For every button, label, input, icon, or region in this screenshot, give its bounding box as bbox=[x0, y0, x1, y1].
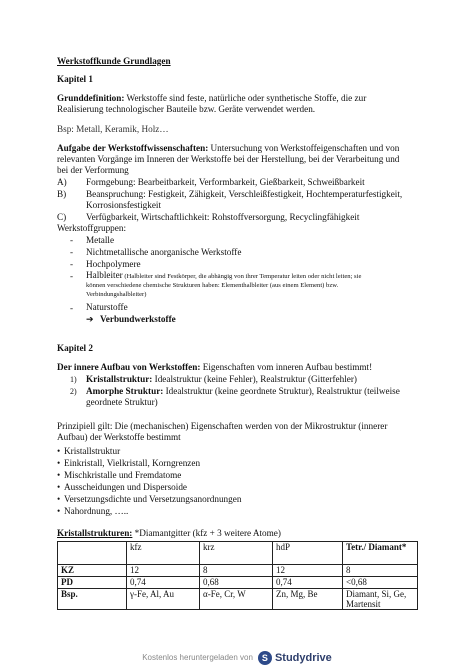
table-cell: γ-Fe, Al, Au bbox=[127, 589, 200, 610]
crystal-structure-table bbox=[57, 541, 418, 610]
prinzip-line: Prinzipiell gilt: Die (mechanischen) Eigenschaften werden von der Mikrostruktur (innerer bbox=[57, 421, 388, 431]
group-hochpolymere: Hochpolymere bbox=[86, 259, 141, 269]
footer-text: Kostenlos heruntergeladen von bbox=[142, 653, 253, 662]
dash-bullet: - bbox=[70, 247, 74, 257]
halbleiter-note: (Halbleiter sind Festkörper, die abhängig von ihrer Temperatur leiten oder nicht leiten; sie bbox=[122, 273, 362, 280]
bullet-nahordnung: Nahordnung, ….. bbox=[64, 506, 129, 516]
list-c-text: Verfügbarkeit, Wirtschaftlichkeit: Rohstoffversorgung, Recyclingfähigkeit bbox=[86, 212, 360, 222]
table-row bbox=[58, 577, 418, 589]
numbered-item-2-line-2: geordnete Struktur) bbox=[86, 397, 158, 407]
dash-bullet: - bbox=[70, 271, 74, 281]
group-halbleiter: Halbleiter bbox=[86, 270, 123, 280]
table-cell: 8 bbox=[343, 565, 418, 577]
table-cell: Zn, Mg, Be bbox=[273, 589, 343, 610]
table-header-row bbox=[58, 542, 418, 565]
studydrive-logo-icon: S bbox=[258, 651, 272, 665]
aufgabe-label: Aufgabe der Werkstoffwissenschaften: bbox=[57, 143, 209, 153]
dash-bullet: - bbox=[70, 235, 74, 245]
list-a-text: Formgebung: Bearbeitbarkeit, Verformbarkeit, Gießbarkeit, Schweißbarkeit bbox=[86, 177, 365, 187]
bullet-ausscheidungen: Ausscheidungen und Dispersoide bbox=[64, 482, 187, 492]
table-cell: 0,68 bbox=[200, 577, 273, 589]
kristallstrukturen-text: *Diamantgitter (kfz + 3 weitere Atome) bbox=[132, 528, 281, 538]
studydrive-logo[interactable]: Studydrive bbox=[274, 651, 332, 664]
list-c-key: C) bbox=[57, 212, 67, 222]
bullet-mischkristalle: Mischkristalle und Fremdatome bbox=[64, 470, 182, 480]
dash-bullet: - bbox=[70, 259, 74, 269]
grunddefinition-text: Werkstoffe sind feste, natürliche oder synthetische Stoffe, die zur bbox=[124, 93, 367, 103]
table-header-cell: hdP bbox=[273, 542, 343, 565]
table-row bbox=[58, 589, 418, 610]
aufgabe-line-2: relevanten Vorgänge im Inneren der Werkstoffe bei der Herstellung, bei der Verarbeitung und bbox=[57, 154, 400, 164]
amorphe-struktur-text: Idealstruktur (keine geordnete Struktur), Realstruktur (teilweise bbox=[163, 386, 400, 396]
table-cell: 8 bbox=[200, 565, 273, 577]
list-b-key: B) bbox=[57, 189, 67, 199]
bullet-einkristall: Einkristall, Vielkristall, Korngrenzen bbox=[64, 458, 201, 468]
table-cell: KZ bbox=[58, 565, 127, 577]
bullet-point: • bbox=[57, 446, 61, 456]
prinzip-line-2: Aufbau) der Werkstoffe bestimmt bbox=[57, 432, 181, 442]
dash-bullet: - bbox=[70, 303, 74, 313]
bullet-kristallstruktur: Kristallstruktur bbox=[64, 446, 121, 456]
group-verbundwerkstoffe: Verbundwerkstoffe bbox=[100, 314, 176, 324]
innerer-aufbau-label: Der innere Aufbau von Werkstoffen: bbox=[57, 362, 201, 372]
bullet-point: • bbox=[57, 482, 61, 492]
numbered-item-2-key: 2) bbox=[70, 387, 77, 396]
group-halbleiter-line bbox=[86, 270, 361, 281]
chapter-1-heading: Kapitel 1 bbox=[57, 74, 93, 84]
bullet-point: • bbox=[57, 494, 61, 504]
table-header-cell bbox=[58, 542, 127, 565]
group-nichtmetallisch: Nichtmetallische anorganische Werkstoffe bbox=[86, 247, 242, 257]
table-cell: Diamant, Si, Ge, Martensit bbox=[343, 589, 418, 610]
table-header-cell: kfz bbox=[127, 542, 200, 565]
table-cell: PD bbox=[58, 577, 127, 589]
aufgabe-line bbox=[57, 143, 399, 154]
numbered-item-1-key: 1) bbox=[70, 375, 77, 384]
arrow-icon: ➔ bbox=[86, 314, 94, 324]
innerer-aufbau-line bbox=[57, 362, 372, 373]
grunddefinition-label: Grunddefinition: bbox=[57, 93, 125, 103]
innerer-aufbau-text: Eigenschaften vom inneren Aufbau bestimmt! bbox=[200, 362, 373, 372]
table-cell: 12 bbox=[273, 565, 343, 577]
list-b-text: Beanspruchung: Festigkeit, Zähigkeit, Verschleißfestigkeit, Hochtemperaturfestigkeit, bbox=[86, 189, 403, 199]
list-a-key: A) bbox=[57, 177, 67, 187]
bullet-versetzungsdichte: Versetzungsdichte und Versetzungsanordnungen bbox=[64, 494, 242, 504]
amorphe-struktur-label: Amorphe Struktur: bbox=[86, 386, 164, 396]
table-cell: 12 bbox=[127, 565, 200, 577]
numbered-item-1 bbox=[86, 374, 357, 385]
halbleiter-note-2: können verschiedene chemische Strukturen haben: Elementhalbleiter (aus einem Element) bzw. bbox=[86, 282, 339, 289]
table-header-cell: krz bbox=[200, 542, 273, 565]
group-naturstoffe: Naturstoffe bbox=[86, 302, 128, 312]
kristallstrukturen-label: Kristallstrukturen: bbox=[57, 528, 133, 538]
grunddefinition-line-2: Realisierung technologischer Bauteile bzw. Geräte verwendet werden. bbox=[57, 104, 316, 114]
doc-title: Werkstoffkunde Grundlagen bbox=[57, 56, 171, 66]
table-cell: 0,74 bbox=[127, 577, 200, 589]
bullet-point: • bbox=[57, 506, 61, 516]
table-cell: α-Fe, Cr, W bbox=[200, 589, 273, 610]
example-line: Bsp: Metall, Keramik, Holz… bbox=[57, 124, 169, 134]
numbered-item-2 bbox=[86, 386, 400, 397]
kristallstruktur-text: Idealstruktur (keine Fehler), Realstruktur (Gitterfehler) bbox=[152, 374, 357, 384]
chapter-2-heading: Kapitel 2 bbox=[57, 343, 93, 353]
list-b-text-2: Korrosionsfestigkeit bbox=[86, 200, 162, 210]
table-header-cell: Tetr./ Diamant* bbox=[343, 542, 418, 565]
download-footer bbox=[0, 645, 474, 670]
werkstoffgruppen-heading: Werkstoffgruppen: bbox=[57, 223, 126, 233]
table-row bbox=[58, 565, 418, 577]
group-metalle: Metalle bbox=[86, 235, 115, 245]
bullet-point: • bbox=[57, 458, 61, 468]
kristallstruktur-label: Kristallstruktur: bbox=[86, 374, 153, 384]
table-cell: <0,68 bbox=[343, 577, 418, 589]
halbleiter-note-3: Verbindungshalbleiter) bbox=[86, 291, 147, 298]
table-cell: 0,74 bbox=[273, 577, 343, 589]
kristallstrukturen-line bbox=[57, 528, 281, 539]
table-cell: Bsp. bbox=[58, 589, 127, 610]
grunddefinition-line bbox=[57, 93, 366, 104]
bullet-point: • bbox=[57, 470, 61, 480]
aufgabe-line-3: bei der Verformung bbox=[57, 165, 129, 175]
aufgabe-text: Untersuchung von Werkstoffeigenschaften und von bbox=[208, 143, 400, 153]
